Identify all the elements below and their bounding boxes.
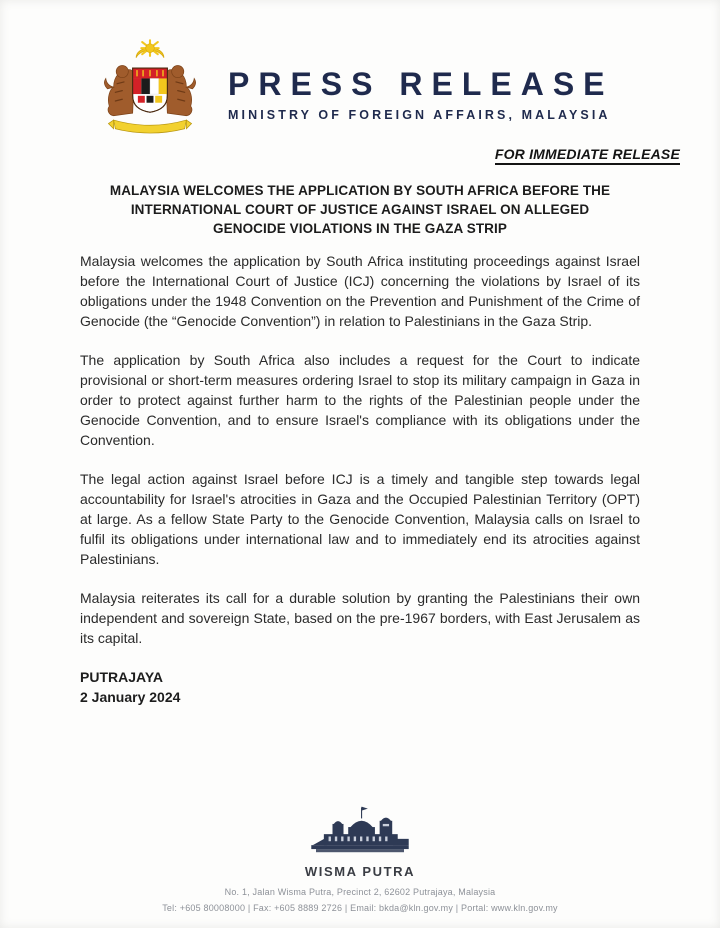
malaysia-coat-of-arms-icon bbox=[98, 36, 202, 140]
paragraph-3: The legal action against Israel before ICJ is a timely and tangible step towards legal accountability for Israel's atrocities in Gaza and the Occupied Palestinian Territory (OPT) at large. As a fellow State Party to the Genocide Convention, Malaysia calls on Israel to fulfil its obligations under international law and to immediately end its atrocities against Palestinians. bbox=[80, 471, 640, 567]
paragraph-2: The application by South Africa also includes a request for the Court to indicate provisional or short-term measures ordering Israel to stop its military campaign in Gaza in order to protect against further harm to the rights of the Palestinian people under the Genocide Convention, and to ensure Israel's compliance with its obligations under the Convention. bbox=[80, 352, 640, 448]
page-title: PRESS RELEASE bbox=[228, 66, 614, 102]
release-tag: FOR IMMEDIATE RELEASE bbox=[495, 146, 680, 165]
footer-org-name: WISMA PUTRA bbox=[304, 864, 416, 879]
footer-contact: Tel: +605 80008000 | Fax: +605 8889 2726 | Email: bkda@kln.gov.my | Portal: www.kln.gov.my bbox=[162, 903, 558, 913]
signoff bbox=[80, 667, 640, 707]
release-tag-row bbox=[40, 146, 680, 165]
paragraph-4: Malaysia reiterates its call for a durable solution by granting the Palestinians their own independent and sovereign State, based on the pre-1967 borders, with East Jerusalem as its capital. bbox=[80, 590, 640, 646]
ministry-name: MINISTRY OF FOREIGN AFFAIRS, MALAYSIA bbox=[228, 108, 611, 122]
paragraph-1: Malaysia welcomes the application by South Africa instituting proceedings against Israel before the International Court of Justice (ICJ) concerning the violations by Israel of its obligations under the 1948 Convention on the Prevention and Punishment of the Crime of Genocide (the “Genocide Convention”) in relation to Palestinians in the Gaza Strip. bbox=[80, 253, 640, 329]
wisma-putra-building-icon bbox=[305, 802, 415, 860]
footer-address: No. 1, Jalan Wisma Putra, Precinct 2, 62602 Putrajaya, Malaysia bbox=[224, 887, 496, 897]
signoff-date: 2 January 2024 bbox=[80, 689, 181, 705]
document-body bbox=[80, 251, 640, 648]
headline: MALAYSIA WELCOMES THE APPLICATION BY SOUTH AFRICA BEFORE THE INTERNATIONAL COURT OF JUSTICE AGAINST ISRAEL ON ALLEGED GENOCIDE VIOLATIONS IN THE GAZA STRIP bbox=[109, 183, 611, 236]
letterhead-text bbox=[228, 54, 614, 122]
footer bbox=[0, 802, 720, 915]
signoff-location: PUTRAJAYA bbox=[80, 669, 163, 685]
letterhead bbox=[0, 0, 720, 140]
